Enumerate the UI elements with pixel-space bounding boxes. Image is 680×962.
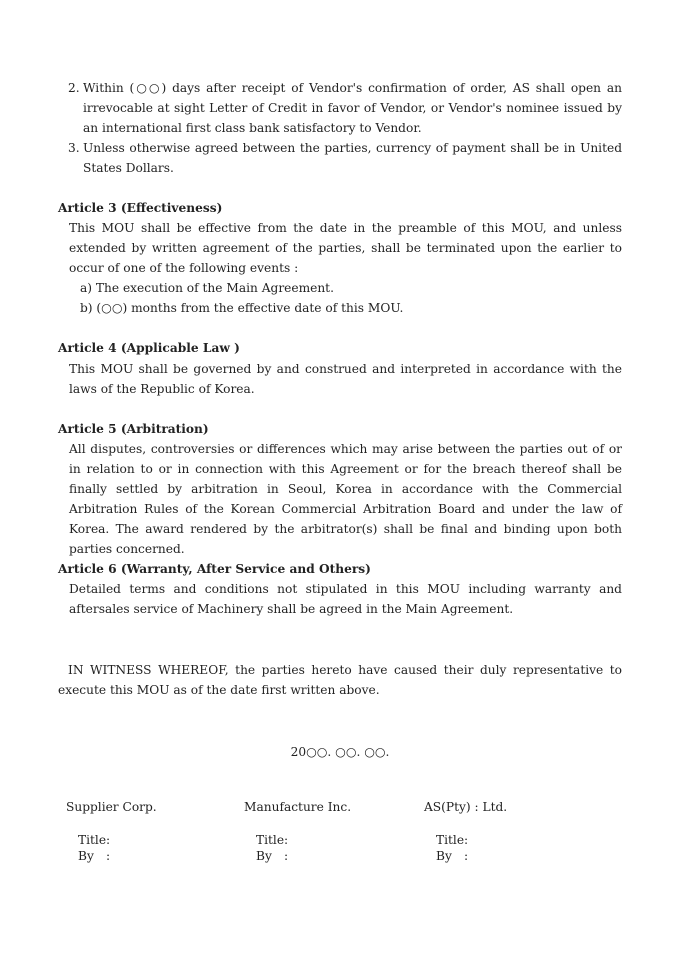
separator: : <box>464 833 469 847</box>
article-3-heading: Article 3 (Effectiveness) <box>58 201 223 215</box>
title-label: Title <box>256 833 285 847</box>
term-number: 3. <box>68 141 80 155</box>
article-4-heading: Article 4 (Applicable Law ) <box>58 341 240 355</box>
signing-date: 20○○. ○○. ○○. <box>290 745 390 759</box>
signatory-title-line <box>78 832 110 848</box>
signatory-title-line <box>256 832 288 848</box>
separator: : <box>284 833 289 847</box>
separator: : <box>284 849 289 863</box>
separator: : <box>106 833 111 847</box>
article-3-event-a: a) The execution of the Main Agreement. <box>80 281 334 295</box>
title-label: Title <box>436 833 465 847</box>
separator: : <box>464 849 469 863</box>
signatory-by-line <box>256 848 288 864</box>
article-6-body: Detailed terms and conditions not stipulated in this MOU including warranty and aftersales service of Machinery shall be agreed in the Main Agreement. <box>69 582 622 616</box>
term-item-2 <box>68 78 622 138</box>
title-label: Title <box>78 833 107 847</box>
by-label: By <box>78 849 94 863</box>
by-label: By <box>436 849 452 863</box>
signatory-name: Supplier Corp. <box>66 800 157 814</box>
signatory-by-line <box>78 848 110 864</box>
by-label: By <box>256 849 272 863</box>
article-4-body: This MOU shall be governed by and construed and interpreted in accordance with the laws of the Republic of Korea. <box>69 362 622 396</box>
signatory-title-line <box>436 832 468 848</box>
term-item-3 <box>68 138 622 178</box>
signatory-name: AS(Pty) : Ltd. <box>424 800 508 814</box>
article-3-event-b: b) (○○) months from the effective date of this MOU. <box>80 301 404 315</box>
article-5-body: All disputes, controversies or differences which may arise between the parties out of or in relation to or in connection with this Agreement or for the breach thereof shall be finally settled by arbitration in Seoul, Korea in accordance with the Commercial Arbitration Rules of the Korean Commercial Arbitration Board and under the law of Korea. The award rendered by the arbitrator(s) shall be final and binding upon both parties concerned. <box>69 442 622 556</box>
term-number: 2. <box>68 81 80 95</box>
article-5-heading: Article 5 (Arbitration) <box>58 422 209 436</box>
signatory-by-line <box>436 848 468 864</box>
article-6-heading: Article 6 (Warranty, After Service and Others) <box>58 562 371 576</box>
separator: : <box>106 849 111 863</box>
witness-clause: IN WITNESS WHEREOF, the parties hereto have caused their duly representative to execute this MOU as of the date first written above. <box>58 663 622 697</box>
signatory-name: Manufacture Inc. <box>244 800 352 814</box>
term-text: Unless otherwise agreed between the parties, currency of payment shall be in United States Dollars. <box>83 141 622 175</box>
article-3-body: This MOU shall be effective from the date in the preamble of this MOU, and unless extended by written agreement of the parties, shall be terminated upon the earlier to occur of one of the following events : <box>69 221 622 275</box>
term-text: Within (○○) days after receipt of Vendor's confirmation of order, AS shall open an irrevocable at sight Letter of Credit in favor of Vendor, or Vendor's nominee issued by an international first class bank satisfactory to Vendor. <box>83 81 622 135</box>
